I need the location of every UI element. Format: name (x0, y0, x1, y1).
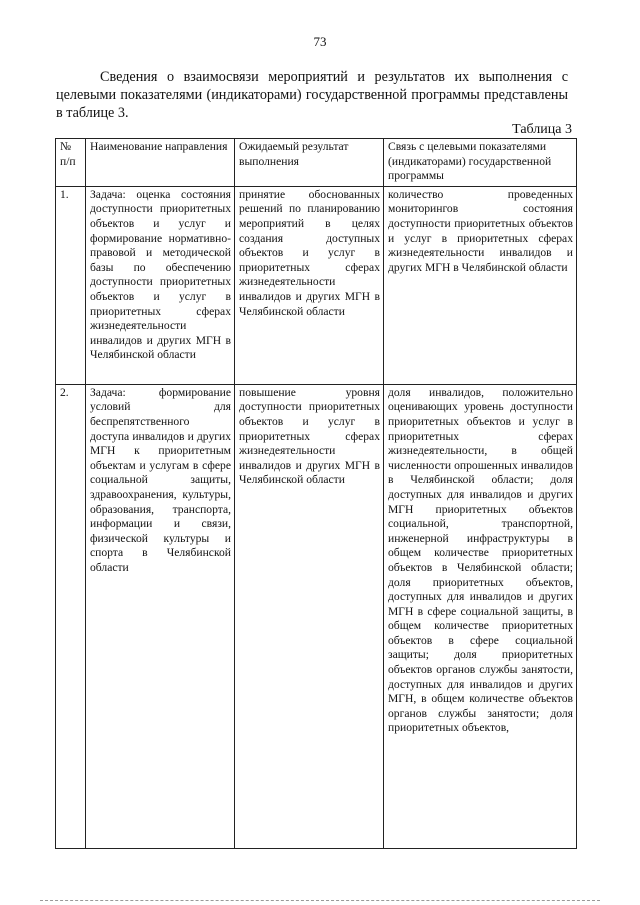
table-row (56, 186, 577, 384)
row-indicators: количество проведенных мониторингов состояния доступности приоритетных объектов и услуг в приоритетных сферах жизнедеятельности инвалидов и других МГН в Челябинской области (384, 186, 577, 384)
header-indicators: Связь с целевыми показателями (индикаторами) государственной программы (384, 139, 577, 187)
row-result: повышение уровня доступности приоритетных объектов и услуг в приоритетных сферах жизнедеятельности инвалидов и других МГН в Челябинской области (235, 384, 384, 848)
header-direction: Наименование направления (86, 139, 235, 187)
row-num: 2. (56, 384, 86, 848)
row-direction: Задача: формирование условий для беспрепятственного доступа инвалидов и других МГН к приоритетным объектам и услугам в сфере социальной защиты, здравоохранения, культуры, образования, транспорта, информации и связи, физической культуры и спорта в Челябинской области (86, 384, 235, 848)
table-header-row (56, 139, 577, 187)
intro-paragraph: Сведения о взаимосвязи мероприятий и результатов их выполнения с целевыми показателями (индикаторами) государственной программы представлены в таблице 3. (56, 69, 568, 121)
row-result: принятие обоснованных решений по планированию мероприятий в целях создания доступных объектов и услуг в приоритетных сферах жизнедеятельности инвалидов и других МГН в Челябинской области (235, 186, 384, 384)
page-number: 73 (313, 34, 327, 49)
page-bottom-edge (40, 900, 600, 901)
row-direction: Задача: оценка состояния доступности приоритетных объектов и услуг и формирование нормативно- правовой и методической базы по обеспечению доступности приоритетных объектов и услуг в приоритетных сферах жизнедеятельности инвалидов и других МГН в Челябинской области (86, 186, 235, 384)
table-caption: Таблица 3 (512, 122, 572, 137)
row-indicators: доля инвалидов, положительно оценивающих уровень доступности приоритетных объектов и услуг в приоритетных сферах жизнедеятельности, в общей численности опрошенных инвалидов в Челябинской области; доля доступных для инвалидов и других МГН приоритетных объектов социальной, транспортной, инженерной инфраструктуры в общем количестве приоритетных объектов в Челябинской области; доля приоритетных объектов, доступных для инвалидов и других МГН в сфере социальной защиты, в общем количестве приоритетных объектов в сфере социальной защиты; доля приоритетных объектов органов службы занятости, доступных для инвалидов и других МГН, в общем количестве объектов органов службы занятости; доля приоритетных объектов, (384, 384, 577, 848)
header-result: Ожидаемый результат выполнения (235, 139, 384, 187)
measures-indicators-table (55, 138, 577, 849)
table-row (56, 384, 577, 848)
row-num: 1. (56, 186, 86, 384)
header-num: № п/п (56, 139, 86, 187)
